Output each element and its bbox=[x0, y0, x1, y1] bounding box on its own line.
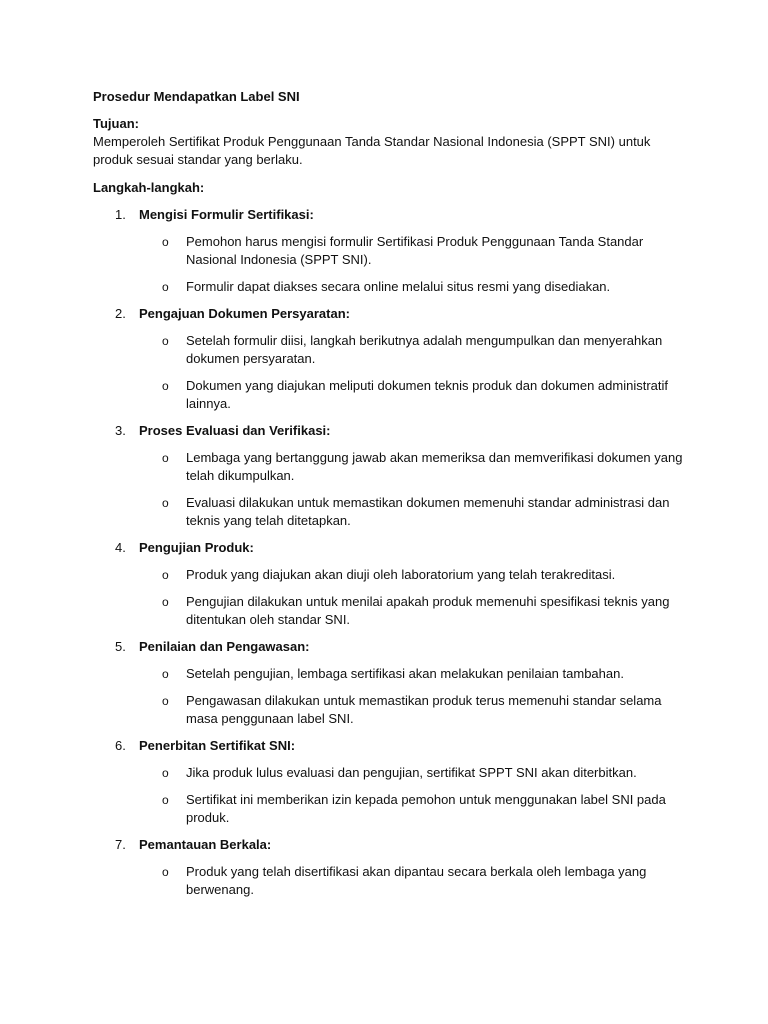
bullet-circle-icon: o bbox=[162, 595, 169, 609]
list-item bbox=[93, 566, 683, 584]
list-item bbox=[93, 377, 683, 413]
list-item bbox=[93, 278, 683, 296]
bullet-text: Pengawasan dilakukan untuk memastikan produk terus memenuhi standar selama masa penggunaan label SNI. bbox=[186, 693, 662, 726]
bullet-text: Pemohon harus mengisi formulir Sertifikasi Produk Penggunaan Tanda Standar Nasional Indonesia (SPPT SNI). bbox=[186, 234, 644, 267]
step-number: 5. bbox=[115, 639, 126, 654]
step-number: 7. bbox=[115, 837, 126, 852]
bullet-circle-icon: o bbox=[162, 280, 169, 294]
bullet-list bbox=[93, 332, 683, 413]
bullet-text: Produk yang telah disertifikasi akan dipantau secara berkala oleh lembaga yang berwenang. bbox=[186, 864, 647, 897]
step-heading: Pengujian Produk: bbox=[139, 540, 254, 555]
list-item bbox=[93, 692, 683, 728]
bullet-text: Setelah pengujian, lembaga sertifikasi akan melakukan penilaian tambahan. bbox=[186, 666, 624, 681]
bullet-circle-icon: o bbox=[162, 496, 169, 510]
step-heading: Pengajuan Dokumen Persyaratan: bbox=[139, 306, 350, 321]
bullet-text: Produk yang diajukan akan diuji oleh laboratorium yang telah terakreditasi. bbox=[186, 567, 616, 582]
bullet-circle-icon: o bbox=[162, 235, 169, 249]
step-4 bbox=[93, 539, 683, 629]
bullet-circle-icon: o bbox=[162, 793, 169, 807]
bullet-text: Evaluasi dilakukan untuk memastikan dokumen memenuhi standar administrasi dan teknis yang telah ditetapkan. bbox=[186, 495, 670, 528]
document-title: Prosedur Mendapatkan Label SNI bbox=[93, 89, 300, 104]
list-item bbox=[93, 764, 683, 782]
step-7 bbox=[93, 836, 683, 899]
step-heading: Penilaian dan Pengawasan: bbox=[139, 639, 310, 654]
step-heading: Mengisi Formulir Sertifikasi: bbox=[139, 207, 314, 222]
step-heading: Penerbitan Sertifikat SNI: bbox=[139, 738, 296, 753]
step-number: 3. bbox=[115, 423, 126, 438]
bullet-list bbox=[93, 233, 683, 296]
step-number: 6. bbox=[115, 738, 126, 753]
bullet-circle-icon: o bbox=[162, 694, 169, 708]
step-6 bbox=[93, 737, 683, 827]
steps-label: Langkah-langkah: bbox=[93, 180, 205, 195]
step-heading: Pemantauan Berkala: bbox=[139, 837, 272, 852]
goal-label: Tujuan: bbox=[93, 116, 139, 131]
list-item bbox=[93, 233, 683, 269]
bullet-list bbox=[93, 449, 683, 530]
step-1 bbox=[93, 206, 683, 296]
step-5 bbox=[93, 638, 683, 728]
list-item bbox=[93, 863, 683, 899]
list-item bbox=[93, 791, 683, 827]
bullet-list bbox=[93, 566, 683, 629]
document-page bbox=[93, 88, 683, 908]
step-heading: Proses Evaluasi dan Verifikasi: bbox=[139, 423, 331, 438]
bullet-text: Jika produk lulus evaluasi dan pengujian, sertifikat SPPT SNI akan diterbitkan. bbox=[186, 765, 637, 780]
bullet-text: Formulir dapat diakses secara online melalui situs resmi yang disediakan. bbox=[186, 279, 611, 294]
bullet-circle-icon: o bbox=[162, 667, 169, 681]
bullet-text: Lembaga yang bertanggung jawab akan memeriksa dan memverifikasi dokumen yang telah dikumpulkan. bbox=[186, 450, 683, 483]
bullet-text: Pengujian dilakukan untuk menilai apakah produk memenuhi spesifikasi teknis yang ditentukan oleh standar SNI. bbox=[186, 594, 670, 627]
list-item bbox=[93, 593, 683, 629]
bullet-circle-icon: o bbox=[162, 334, 169, 348]
list-item bbox=[93, 494, 683, 530]
goal-text: Memperoleh Sertifikat Produk Penggunaan Tanda Standar Nasional Indonesia (SPPT SNI) untuk produk sesuai standar yang berlaku. bbox=[93, 134, 651, 167]
bullet-circle-icon: o bbox=[162, 568, 169, 582]
step-number: 2. bbox=[115, 306, 126, 321]
bullet-list bbox=[93, 863, 683, 899]
list-item bbox=[93, 449, 683, 485]
step-3 bbox=[93, 422, 683, 530]
list-item bbox=[93, 332, 683, 368]
bullet-circle-icon: o bbox=[162, 379, 169, 393]
bullet-text: Sertifikat ini memberikan izin kepada pemohon untuk menggunakan label SNI pada produk. bbox=[186, 792, 666, 825]
bullet-text: Dokumen yang diajukan meliputi dokumen teknis produk dan dokumen administratif lainnya. bbox=[186, 378, 668, 411]
bullet-text: Setelah formulir diisi, langkah berikutnya adalah mengumpulkan dan menyerahkan dokumen persyaratan. bbox=[186, 333, 663, 366]
step-number: 1. bbox=[115, 207, 126, 222]
bullet-list bbox=[93, 764, 683, 827]
bullet-circle-icon: o bbox=[162, 451, 169, 465]
step-2 bbox=[93, 305, 683, 413]
bullet-circle-icon: o bbox=[162, 865, 169, 879]
bullet-list bbox=[93, 665, 683, 728]
steps-list bbox=[93, 206, 683, 899]
step-number: 4. bbox=[115, 540, 126, 555]
list-item bbox=[93, 665, 683, 683]
bullet-circle-icon: o bbox=[162, 766, 169, 780]
